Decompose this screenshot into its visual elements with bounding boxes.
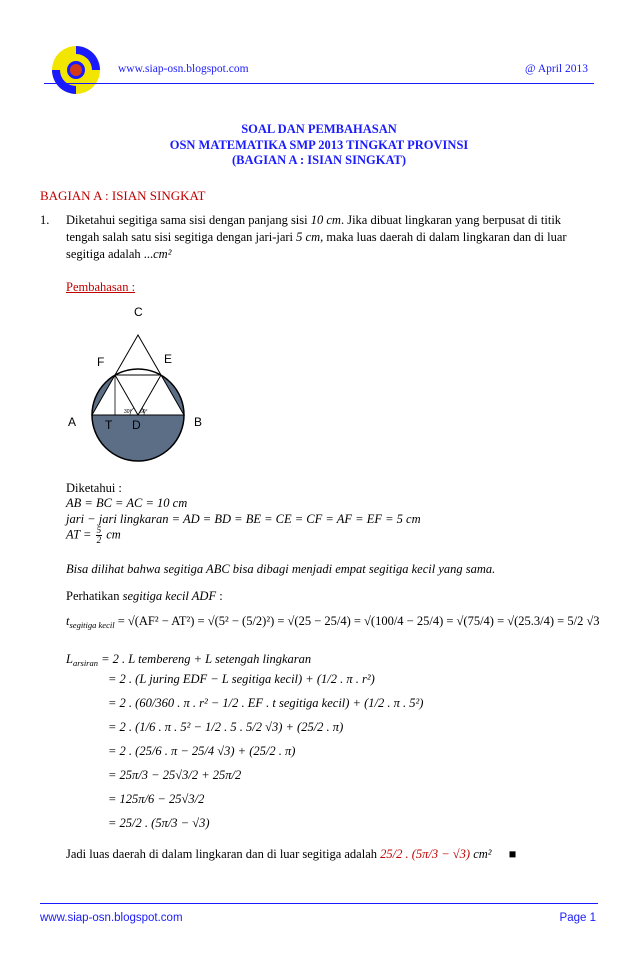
- question-text: [66, 212, 598, 263]
- conclusion-text: Jadi luas daerah di dalam lingkaran dan di luar segitiga adalah: [66, 847, 377, 861]
- site-logo: [48, 42, 108, 96]
- footer-divider: [40, 903, 598, 904]
- height-equation: [66, 614, 600, 630]
- question-radius: 5 cm: [296, 230, 321, 244]
- geometry-figure: [60, 298, 220, 478]
- height-lhs-sub: segitiga kecil: [69, 620, 115, 630]
- title-line-3: (BAGIAN A : ISIAN SINGKAT): [231, 153, 407, 167]
- area-line-7: = 25/2 . (5π/3 − √3): [108, 816, 210, 830]
- conclusion-unit: cm²: [473, 847, 492, 861]
- question-unit: cm²: [153, 247, 172, 261]
- height-steps: = √(AF² − AT²) = √(5² − (5/2)²) = √(25 − 25/4) = √(100/4 − 25/4) = √(75/4) = √(25.3/4) =: [117, 614, 565, 628]
- perhatikan-label: Perhatikan: [66, 589, 120, 603]
- perhatikan-line: [66, 588, 223, 605]
- area-line-0: [66, 652, 311, 668]
- conclusion-answer: 25/2 . (5π/3 − √3): [380, 847, 471, 861]
- section-heading: BAGIAN A : ISIAN SINGKAT: [40, 188, 206, 203]
- pembahasan-label: Pembahasan :: [66, 280, 136, 294]
- header-divider: [44, 83, 594, 84]
- given-at: AT =: [66, 527, 92, 542]
- question-text-d: , maka luas daerah di dalam lingkaran dan di luar: [320, 230, 567, 244]
- height-result: 5/2 √3: [567, 614, 600, 628]
- statement: Bisa dilihat bahwa segitiga ABC bisa dibagi menjadi empat segitiga kecil yang sama.: [66, 562, 496, 576]
- triangle-circle-diagram: [60, 298, 220, 478]
- given-heading: Diketahui :: [66, 481, 122, 495]
- question-text-c: tengah salah satu sisi segitiga dengan jari-jari: [66, 230, 294, 244]
- label-f: F: [97, 355, 105, 369]
- angle-30-label: 30°: [124, 409, 132, 415]
- label-a: A: [68, 415, 77, 429]
- perhatikan-target: segitiga kecil ADF: [122, 589, 217, 603]
- given-line-1: AB = BC = AC = 10 cm: [66, 496, 188, 510]
- qed-mark: ■: [508, 847, 517, 861]
- question-text-b: . Jika dibuat lingkaran yang berpusat di titik: [340, 213, 562, 227]
- label-d: D: [132, 418, 141, 432]
- given-line-2: jari − jari lingkaran = AD = BD = BE = CE = CF = AF = EF = 5 cm: [66, 512, 421, 526]
- area-line-1: = 2 . (L juring EDF − L segitiga kecil) + (1/2 . π . r²): [108, 672, 375, 686]
- title-line-1: SOAL DAN PEMBAHASAN: [241, 122, 397, 136]
- question-number: 1.: [40, 213, 50, 227]
- fraction-numerator: 5: [96, 525, 102, 535]
- header-link[interactable]: www.siap-osn.blogspot.com: [118, 63, 249, 75]
- given-at-unit: cm: [106, 527, 121, 542]
- footer-link[interactable]: www.siap-osn.blogspot.com: [40, 912, 183, 924]
- label-c: C: [134, 305, 143, 319]
- height-lhs: t: [66, 614, 70, 628]
- area-line-4: = 2 . (25/6 . π − 25/4 √3) + (25/2 . π): [108, 744, 296, 758]
- angle-60-label: 60°: [140, 409, 148, 415]
- area-line-6: = 125π/6 − 25√3/2: [108, 792, 205, 806]
- area-line-5: = 25π/3 − 25√3/2 + 25π/2: [108, 768, 242, 782]
- label-b: B: [194, 415, 203, 429]
- fraction-denominator: 2: [96, 535, 102, 545]
- area-r0: = 2 . L tembereng + L setengah lingkaran: [101, 652, 312, 666]
- label-t: T: [105, 418, 113, 432]
- area-line-3: = 2 . (1/6 . π . 5² − 1/2 . 5 . 5/2 √3) + (25/2 . π): [108, 720, 344, 734]
- question-text-e: segitiga adalah ...: [66, 247, 154, 261]
- fraction-5-2: [96, 526, 103, 545]
- page-number: Page 1: [559, 912, 596, 924]
- perhatikan-colon: :: [219, 589, 223, 603]
- given-line-3: [66, 526, 121, 545]
- title-line-2: OSN MATEMATIKA SMP 2013 TINGKAT PROVINSI: [169, 138, 469, 152]
- area-line-2: = 2 . (60/360 . π . r² − 1/2 . EF . t segitiga kecil) + (1/2 . π . 5²): [108, 696, 424, 710]
- question-side: 10 cm: [310, 213, 341, 227]
- header-date: @ April 2013: [525, 63, 588, 75]
- question-text-a: Diketahui segitiga sama sisi dengan panjang sisi: [66, 213, 308, 227]
- label-e: E: [164, 352, 173, 366]
- area-lhs-sub: arsiran: [72, 658, 98, 668]
- area-lhs: L: [66, 652, 73, 666]
- logo-icon: [48, 42, 108, 96]
- conclusion: [66, 846, 516, 863]
